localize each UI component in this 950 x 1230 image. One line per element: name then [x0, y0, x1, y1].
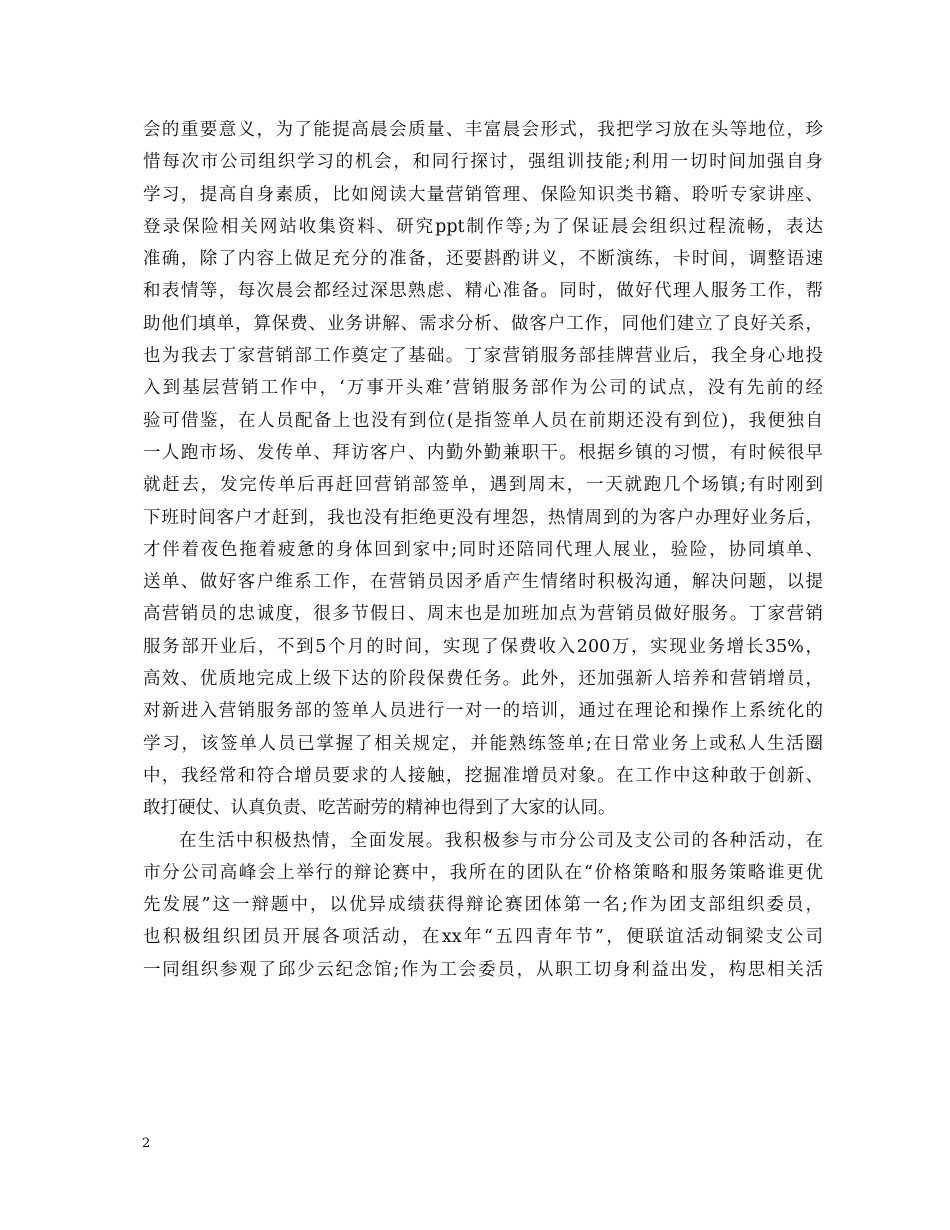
text-line: 和表情等，每次晨会都经过深思熟虑、精心准备。同时，做好代理人服务工作，帮	[143, 281, 823, 302]
text-line: 高效、优质地完成上级下达的阶段保费任务。此外，还加强新人培养和营销增员，	[143, 669, 823, 690]
text-line: 惜每次市公司组织学习的机会，和同行探讨，强组训技能;利用一切时间加强自身	[143, 152, 823, 173]
text-line: 学习，该签单人员已掌握了相关规定，并能熟练签单;在日常业务上或私人生活圈	[143, 733, 823, 754]
text-line: 也积极组织团员开展各项活动，在xx年“五四青年节”，便联谊活动铜梁支公司	[143, 927, 823, 948]
text-line: 就赶去，发完传单后再赶回营销部签单，遇到周末，一天就跑几个场镇;有时刚到	[143, 475, 823, 496]
text-line: 服务部开业后，不到5个月的时间，实现了保费收入200万，实现业务增长35%，	[143, 636, 823, 657]
text-line: 入到基层营销工作中，‘万事开头难’营销服务部作为公司的试点，没有先前的经	[143, 378, 823, 399]
body-text	[143, 114, 823, 986]
text-line: 登录保险相关网站收集资料、研究ppt制作等;为了保证晨会组织过程流畅，表达	[143, 216, 823, 237]
text-line: 验可借鉴，在人员配备上也没有到位(是指签单人员在前期还没有到位)，我便独自	[143, 410, 823, 431]
text-line: 对新进入营销服务部的签单人员进行一对一的培训，通过在理论和操作上系统化的	[143, 701, 823, 722]
text-line: 敢打硬仗、认真负责、吃苦耐劳的精神也得到了大家的认同。	[143, 798, 616, 819]
text-line: 助他们填单，算保费、业务讲解、需求分析、做客户工作，同他们建立了良好关系，	[143, 313, 823, 334]
text-line: 先发展”这一辩题中，以优异成绩获得辩论赛团体第一名;作为团支部组织委员，	[143, 895, 823, 916]
text-line: 才伴着夜色拖着疲惫的身体回到家中;同时还陪同代理人展业，验险，协同填单、	[143, 539, 823, 560]
text-line: 中，我经常和符合增员要求的人接触，挖掘准增员对象。在工作中这种敢于创新、	[143, 765, 823, 786]
text-line: 学习，提高自身素质，比如阅读大量营销管理、保险知识类书籍、聆听专家讲座、	[143, 184, 823, 205]
page-number: 2	[142, 1136, 151, 1151]
text-line: 会的重要意义，为了能提高晨会质量、丰富晨会形式，我把学习放在头等地位，珍	[143, 120, 823, 140]
text-line: 高营销员的忠诚度，很多节假日、周末也是加班加点为营销员做好服务。丁家营销	[143, 604, 823, 625]
text-line: 下班时间客户才赶到，我也没有拒绝更没有埋怨，热情周到的为客户办理好业务后，	[143, 507, 823, 528]
text-line: 一人跑市场、发传单、拜访客户、内勤外勤兼职干。根据乡镇的习惯，有时候很早	[143, 442, 823, 463]
text-line: 市分公司高峰会上举行的辩论赛中，我所在的团队在“价格策略和服务策略谁更优	[143, 862, 823, 883]
text-line: 准确，除了内容上做足充分的准备，还要斟酌讲义，不断演练，卡时间，调整语速	[143, 249, 823, 270]
text-line: 也为我去丁家营销部工作奠定了基础。丁家营销服务部挂牌营业后，我全身心地投	[143, 346, 823, 367]
text-line: 送单、做好客户维系工作，在营销员因矛盾产生情绪时积极沟通，解决问题，以提	[143, 572, 823, 593]
paragraph-first-line: 在生活中积极热情，全面发展。我积极参与市分公司及支公司的各种活动，在	[179, 830, 823, 851]
text-line: 一同组织参观了邱少云纪念馆;作为工会委员，从职工切身利益出发，构思相关活	[143, 959, 823, 980]
